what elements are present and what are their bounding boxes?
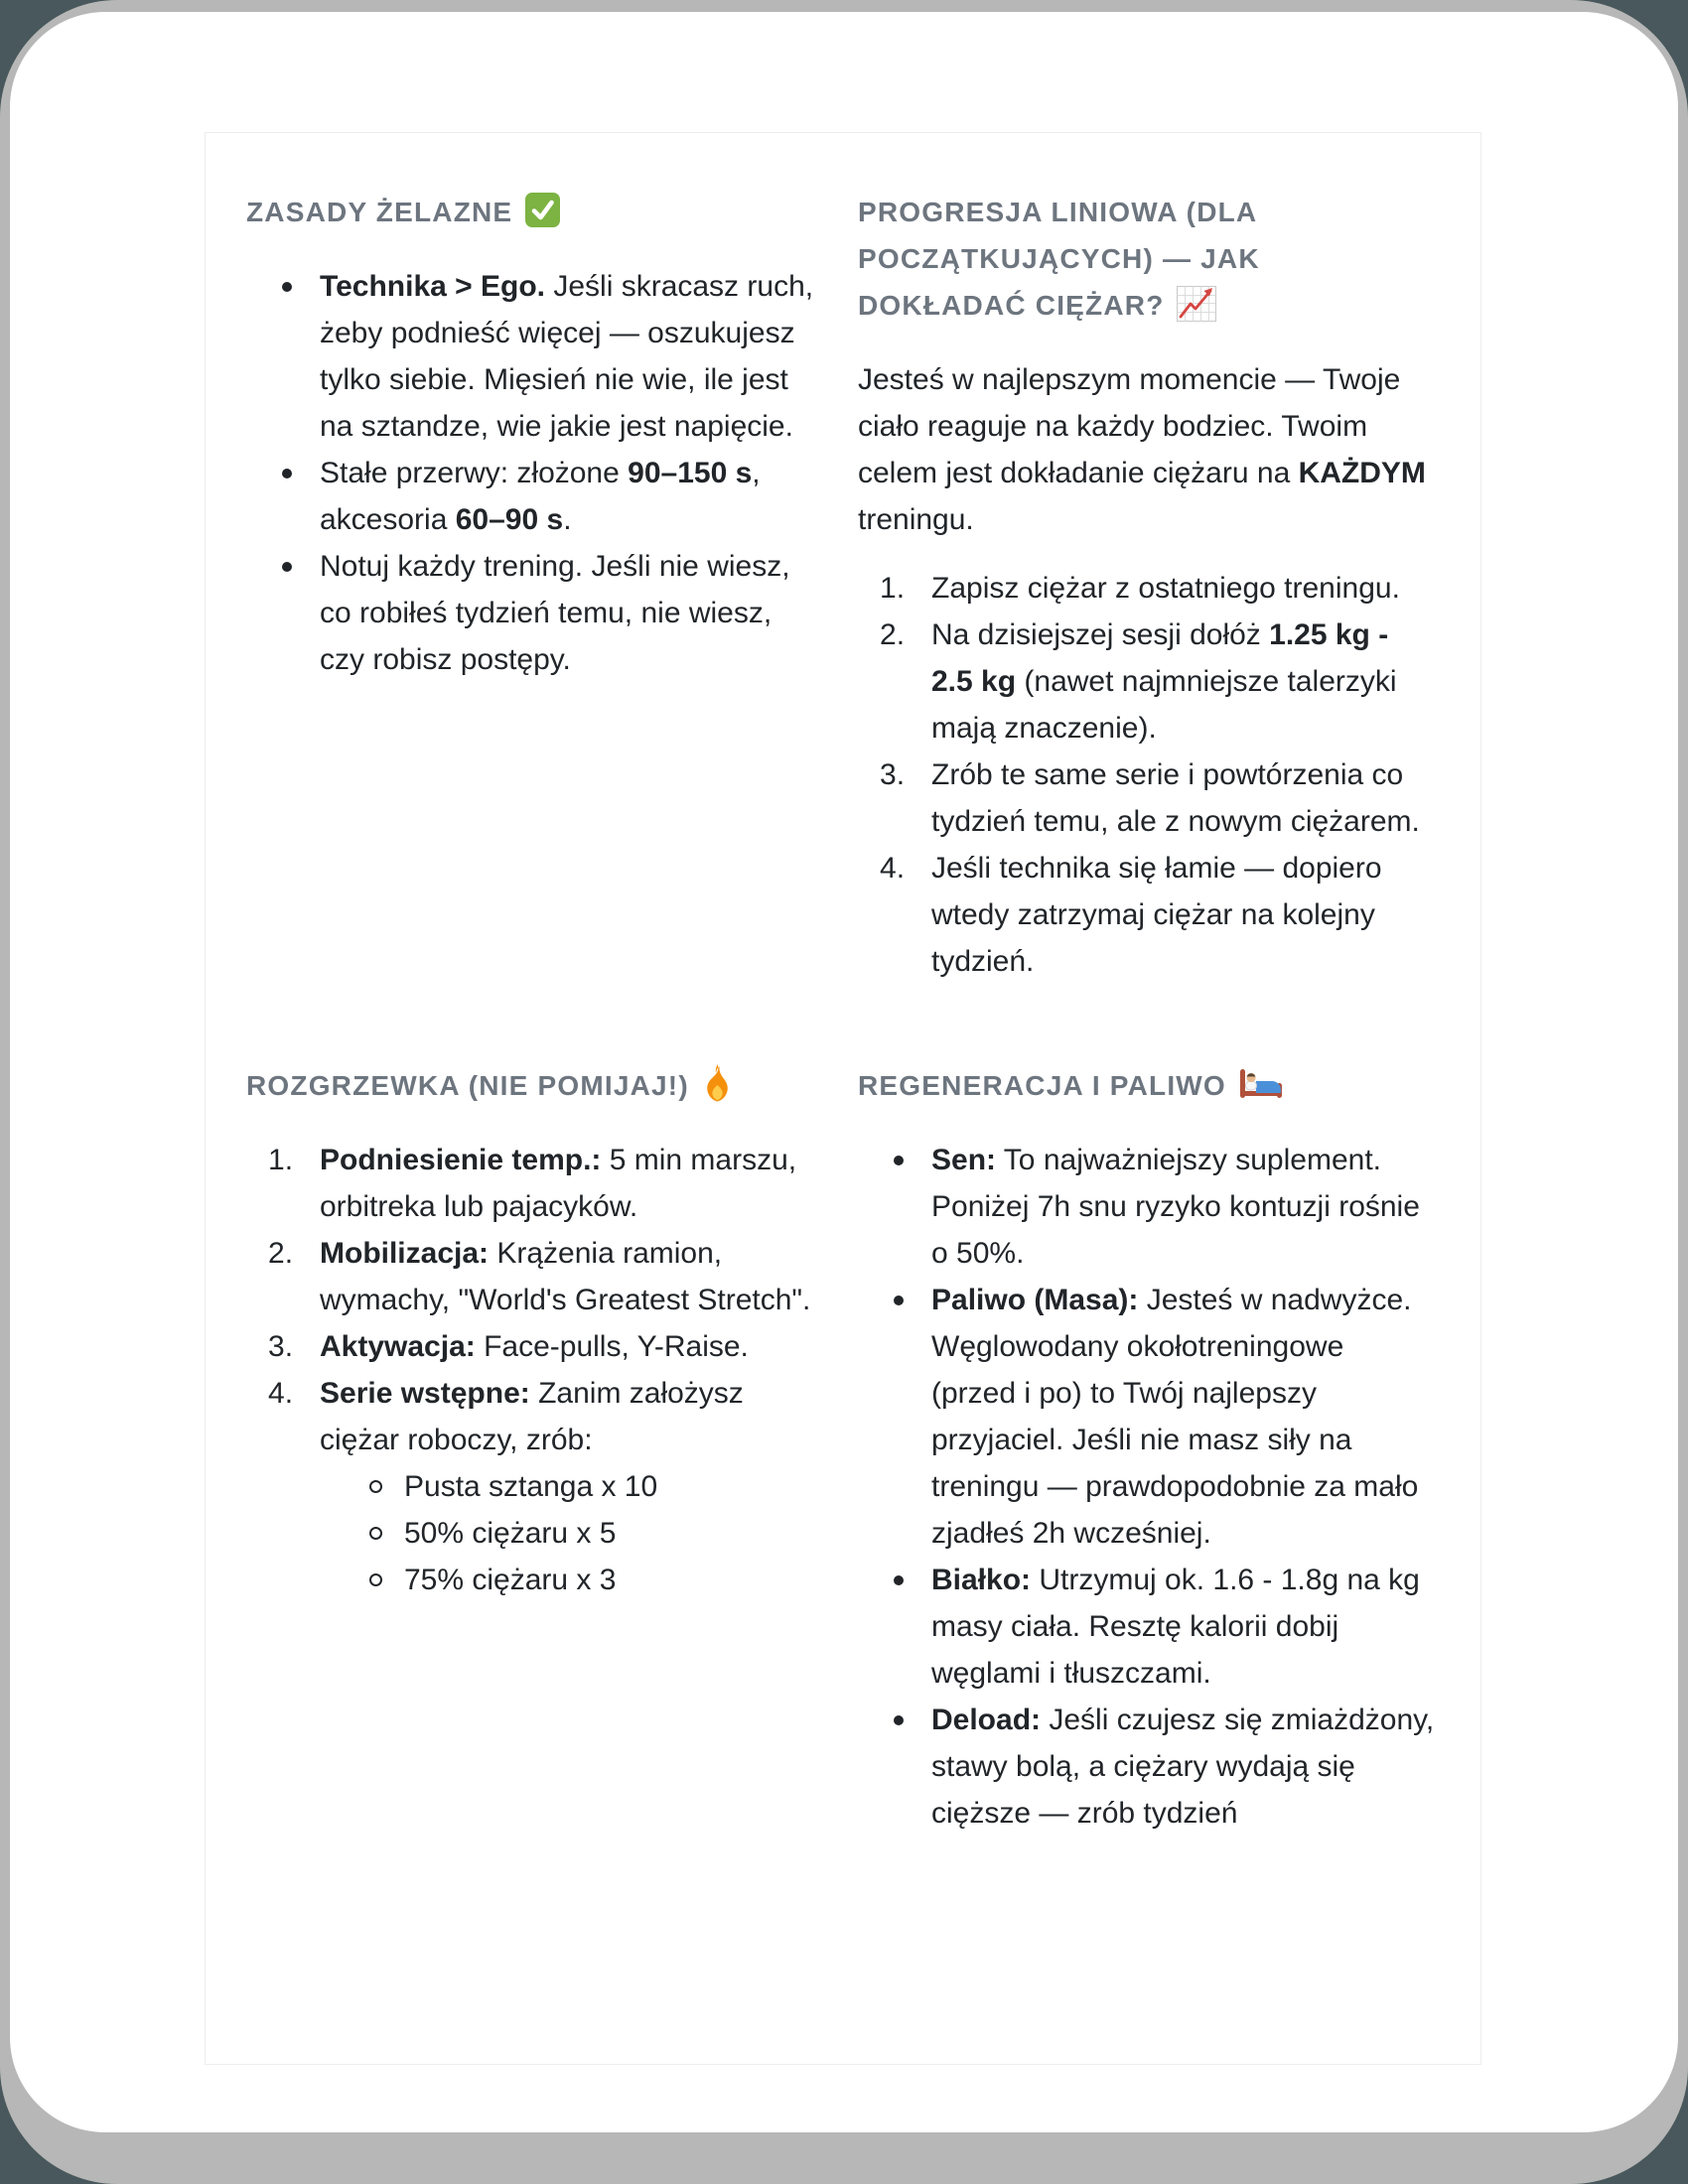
bold-text: Technika > Ego.	[320, 270, 546, 303]
bold-text: KAŻDYM	[1298, 457, 1426, 489]
text: (nawet najmniejsze talerzyki mają znaczenie).	[931, 665, 1397, 745]
section-regeneracja	[858, 1062, 1436, 1837]
document-content	[246, 189, 1436, 1837]
section-title-progresja	[858, 189, 1436, 329]
list-item	[858, 612, 1436, 751]
section-title-zasady	[246, 189, 824, 235]
text: 75% ciężaru x 3	[404, 1564, 617, 1596]
sub-list-item	[320, 1557, 824, 1603]
text: treningu.	[858, 503, 974, 536]
text: Utrzymuj ok. 1.6 - 1.8g na kg masy ciała. Resztę kalorii dobij węglami i tłuszczami.	[931, 1564, 1420, 1690]
bold-text: Aktywacja:	[320, 1330, 476, 1363]
section-progresja-liniowa	[858, 189, 1436, 985]
text: Zanim założysz ciężar roboczy, zrób:	[320, 1377, 744, 1456]
text: 50% ciężaru x 5	[404, 1517, 617, 1550]
progresja-steps-list	[858, 565, 1436, 985]
text: Stałe przerwy: złożone	[320, 457, 629, 489]
bold-text: Paliwo (Masa):	[931, 1284, 1139, 1316]
section-title-text: ROZGRZEWKA (NIE POMIJAJ!)	[246, 1070, 689, 1101]
text: Notuj każdy trening. Jeśli nie wiesz, co robiłeś tydzień temu, nie wiesz, czy robisz postępy.	[320, 550, 790, 676]
list-item	[246, 1137, 824, 1230]
text: .	[563, 503, 572, 536]
section-title-text: ZASADY ŻELAZNE	[246, 197, 513, 227]
list-item	[858, 751, 1436, 845]
list-item	[858, 845, 1436, 985]
regeneracja-list	[858, 1137, 1436, 1837]
bold-text: Mobilizacja:	[320, 1237, 490, 1270]
section-zasady-zelazne	[246, 189, 824, 985]
text: Krążenia ramion, wymachy, "World's Greatest Stretch".	[320, 1237, 811, 1316]
list-item	[246, 1323, 824, 1370]
bold-text: 1.25 kg - 2.5 kg	[931, 618, 1389, 698]
list-item	[246, 543, 824, 683]
text: Jeśli czujesz się zmiażdżony, stawy bolą, a ciężary wydają się cięższe — zrób tydzień	[931, 1704, 1435, 1830]
sub-list	[320, 1463, 824, 1603]
text: Jeśli skracasz ruch, żeby podnieść więcej — oszukujesz tylko siebie. Mięsień nie wie, ile jest na sztandze, wie jakie jest napięcie.	[320, 270, 814, 443]
document-page	[10, 12, 1678, 2132]
text: Jesteś w najlepszym momencie — Twoje ciało reaguje na każdy bodziec. Twoim celem jest dokładanie ciężaru na	[858, 363, 1401, 489]
list-item	[858, 1277, 1436, 1557]
text: Face-pulls, Y-Raise.	[475, 1330, 749, 1363]
list-item	[858, 1137, 1436, 1277]
list-item	[858, 1557, 1436, 1697]
text: Zrób te same serie i powtórzenia co tydzień temu, ale z nowym ciężarem.	[931, 758, 1420, 838]
bold-text: Podniesienie temp.:	[320, 1144, 602, 1176]
text: , akcesoria	[320, 457, 761, 536]
rozgrzewka-steps-list	[246, 1137, 824, 1603]
section-title-rozgrzewka	[246, 1062, 824, 1109]
bold-text: 60–90 s	[455, 503, 564, 536]
list-item	[858, 565, 1436, 612]
text: Jesteś w nadwyżce. Węglowodany okołotreningowe (przed i po) to Twój najlepszy przyjaciel. Jeśli nie masz siły na treningu — prawdopodobnie za mało zjadłeś 2h wcześniej.	[931, 1284, 1419, 1550]
list-item	[246, 1230, 824, 1323]
sub-list-item	[320, 1510, 824, 1557]
bold-text: Deload:	[931, 1704, 1042, 1736]
section-title-text: PROGRESJA LINIOWA (DLA POCZĄTKUJĄCYCH) — JAK DOKŁADAĆ CIĘŻAR?	[858, 197, 1260, 321]
list-item	[246, 1370, 824, 1603]
bold-text: Serie wstępne:	[320, 1377, 530, 1410]
chart-increasing-icon	[1177, 286, 1216, 322]
progresja-intro	[858, 356, 1436, 543]
bold-text: Białko:	[931, 1564, 1032, 1596]
section-title-regeneracja	[858, 1062, 1436, 1109]
bed-icon	[1238, 1068, 1284, 1102]
list-item	[246, 263, 824, 450]
list-item	[246, 450, 824, 543]
fire-icon	[701, 1064, 734, 1102]
section-rozgrzewka	[246, 1062, 824, 1837]
text: Zapisz ciężar z ostatniego treningu.	[931, 572, 1400, 605]
section-title-text: REGENERACJA I PALIWO	[858, 1070, 1226, 1101]
text: Pusta sztanga x 10	[404, 1470, 658, 1503]
text: 5 min marszu, orbitreka lub pajacyków.	[320, 1144, 797, 1223]
check-icon	[524, 192, 561, 228]
text: Jeśli technika się łamie — dopiero wtedy zatrzymaj ciężar na kolejny tydzień.	[931, 852, 1382, 978]
text: To najważniejszy suplement. Poniżej 7h snu ryzyko kontuzji rośnie o 50%.	[931, 1144, 1420, 1270]
zasady-list	[246, 263, 824, 683]
bold-text: 90–150 s	[628, 457, 753, 489]
sub-list-item	[320, 1463, 824, 1510]
bold-text: Sen:	[931, 1144, 997, 1176]
text: Na dzisiejszej sesji dołóż	[931, 618, 1270, 651]
list-item	[858, 1697, 1436, 1837]
